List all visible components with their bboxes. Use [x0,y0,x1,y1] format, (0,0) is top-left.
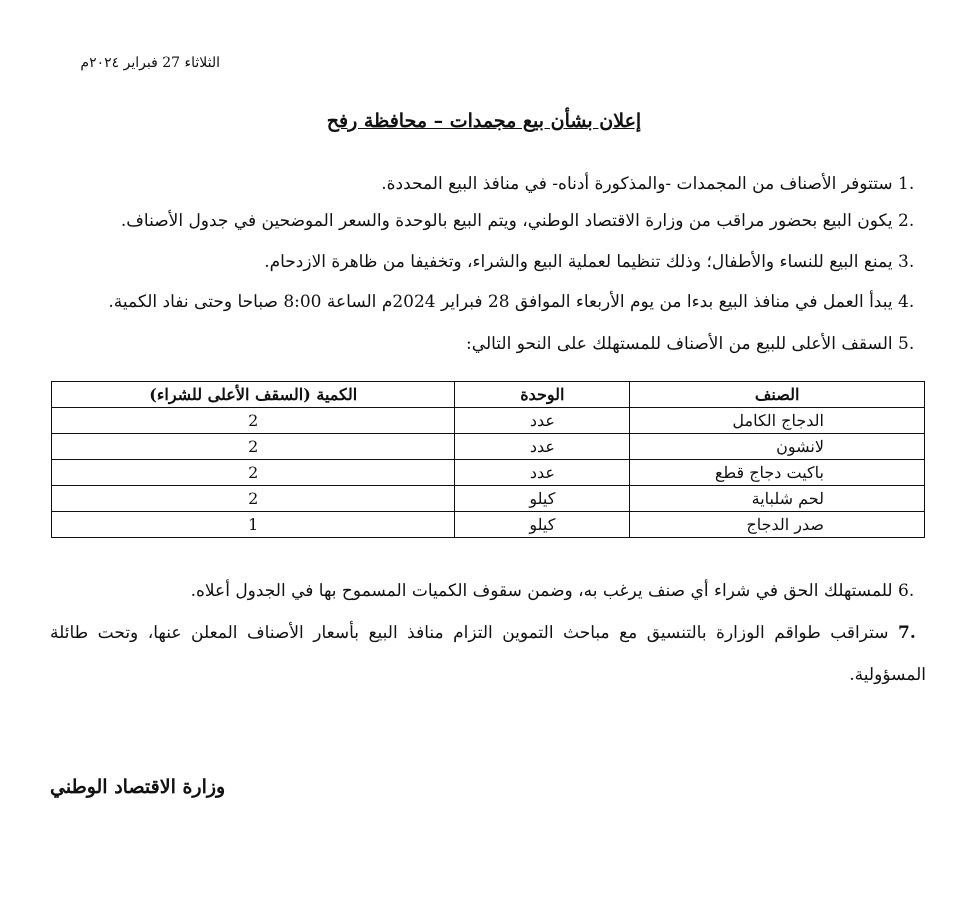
cell-unit: كيلو [455,486,630,512]
cell-item: باكيت دجاج قطع [630,460,925,486]
cell-unit: عدد [455,408,630,434]
list-item-text: يكون البيع بحضور مراقب من وزارة الاقتصاد الوطني، ويتم البيع بالوحدة والسعر الموضحين في جدول الأصناف. [120,211,893,231]
cell-item: لانشون [630,434,925,460]
list-item-1 [381,167,926,201]
cell-qty: 1 [52,512,455,538]
list-item-text: يبدأ العمل في منافذ البيع بدءا من يوم الأربعاء الموافق 28 فبراير 2024م الساعة 8:00 صباحا وحتى نفاد الكمية. [108,292,893,312]
list-item-text: ستتوفر الأصناف من المجمدات -والمذكورة أدناه- في منافذ البيع المحددة. [381,174,893,194]
list-item-number: 2. [898,211,915,231]
list-item-text: السقف الأعلى للبيع من الأصناف للمستهلك على النحو التالي: [466,334,893,354]
list-item-5 [466,327,926,361]
column-header-unit: الوحدة [455,382,630,408]
table-header-row [52,382,925,408]
list-item-number: 4. [898,292,915,312]
list-item-number: 1. [898,174,915,194]
list-item-number: 5. [898,334,915,354]
list-item-6 [191,574,926,608]
cell-qty: 2 [52,486,455,512]
cell-unit: كيلو [455,512,630,538]
signature-ministry: وزارة الاقتصاد الوطني [50,776,226,798]
table-row [52,512,925,538]
list-item-7 [50,612,926,696]
cell-unit: عدد [455,460,630,486]
document-date: الثلاثاء 27 فبراير ٢٠٢٤م [80,55,220,71]
cell-qty: 2 [52,408,455,434]
column-header-qty: الكمية (السقف الأعلى للشراء) [52,382,455,408]
list-item-number: 7. [898,623,916,643]
table-row [52,486,925,512]
cell-item: لحم شلباية [630,486,925,512]
document-title: إعلان بشأن بيع مجمدات – محافظة رفح [326,110,642,132]
table-row [52,460,925,486]
list-item-3 [264,245,926,279]
column-header-item: الصنف [630,382,925,408]
table-row [52,434,925,460]
list-item-number: 6. [898,581,915,601]
list-item-text: ستراقب طواقم الوزارة بالتنسيق مع مباحث التموين التزام منافذ البيع بأسعار الأصناف المعلن عنها، وتحت طائلة المسؤولية. [50,623,926,685]
list-item-text: يمنع البيع للنساء والأطفال؛ وذلك تنظيما لعملية البيع والشراء، وتخفيفا من ظاهرة الازدحام. [264,252,893,272]
list-item-2 [121,204,926,238]
cell-item: الدجاج الكامل [630,408,925,434]
cell-unit: عدد [455,434,630,460]
list-item-number: 3. [898,252,915,272]
quantity-limits-table [51,381,925,538]
cell-item: صدر الدجاج [630,512,925,538]
table-row [52,408,925,434]
list-item-4 [108,285,926,319]
cell-qty: 2 [52,460,455,486]
cell-qty: 2 [52,434,455,460]
list-item-text: للمستهلك الحق في شراء أي صنف يرغب به، وضمن سقوف الكميات المسموح بها في الجدول أعلاه. [190,581,893,601]
